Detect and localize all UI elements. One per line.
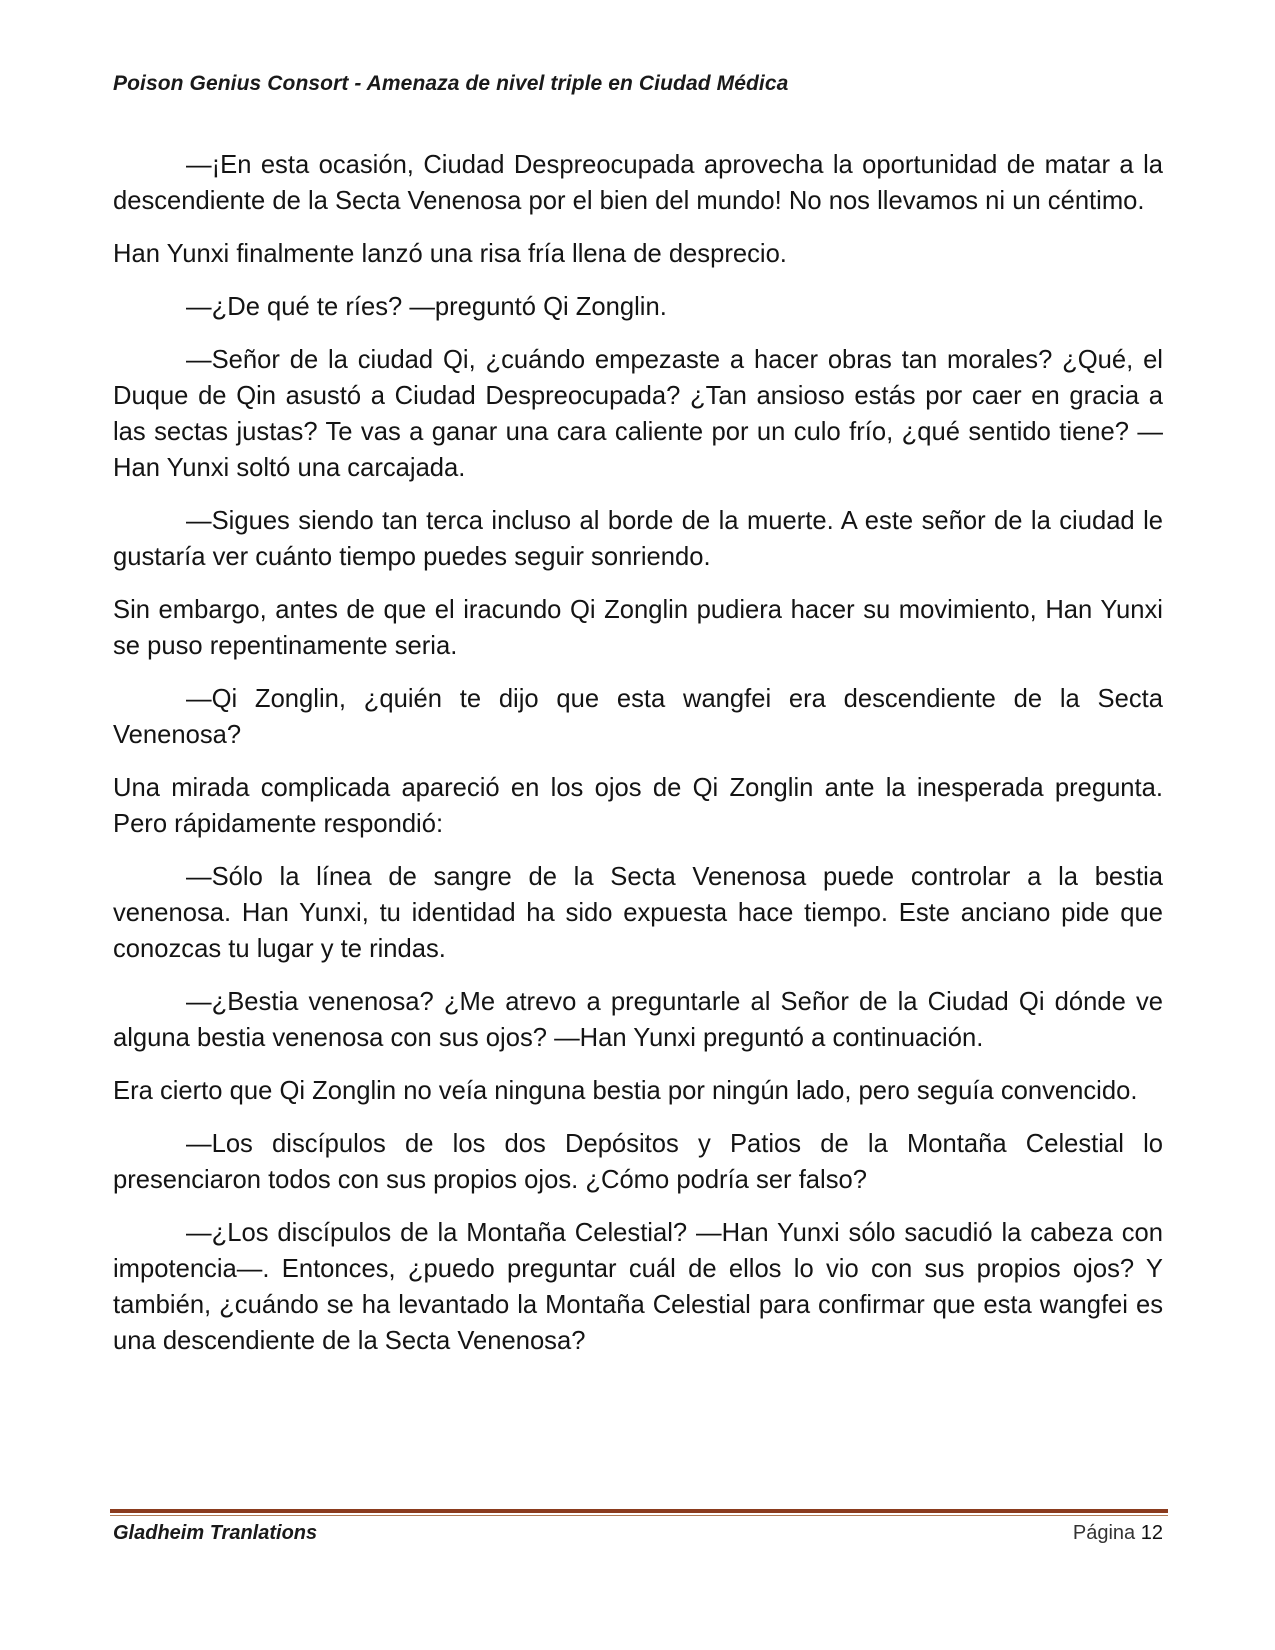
paragraph: —¿De qué te ríes? —preguntó Qi Zonglin. — [186, 293, 667, 321]
page-number-value: 12 — [1140, 1522, 1163, 1544]
footer-rule — [110, 1509, 1168, 1513]
paragraph: —Sigues siendo tan terca incluso al borde de la muerte. A este señor de la ciudad le gustaría ver cuánto tiempo puedes seguir sonriendo. — [113, 507, 1163, 571]
paragraph: —Señor de la ciudad Qi, ¿cuándo empezaste a hacer obras tan morales? ¿Qué, el Duque de Qin asustó a Ciudad Despreocupada? ¿Tan ansioso estás por caer en gracia a las sectas justas? Te vas a ganar una cara caliente por un culo frío, ¿qué sentido tiene? —Han Yunxi soltó una carcajada. — [113, 346, 1163, 482]
body-text — [113, 147, 1163, 1376]
running-header: Poison Genius Consort - Amenaza de nivel triple en Ciudad Médica — [113, 72, 789, 95]
paragraph: Una mirada complicada apareció en los ojos de Qi Zonglin ante la inesperada pregunta. Pero rápidamente respondió: — [113, 774, 1163, 838]
paragraph: —¿Bestia venenosa? ¿Me atrevo a preguntarle al Señor de la Ciudad Qi dónde ve alguna bestia venenosa con sus ojos? —Han Yunxi preguntó a continuación. — [113, 988, 1163, 1052]
paragraph: Sin embargo, antes de que el iracundo Qi Zonglin pudiera hacer su movimiento, Han Yunxi se puso repentinamente seria. — [113, 596, 1163, 660]
page-number — [1073, 1522, 1163, 1545]
paragraph: —¿Los discípulos de la Montaña Celestial? —Han Yunxi sólo sacudió la cabeza con impotencia—. Entonces, ¿puedo preguntar cuál de ellos lo vio con sus propios ojos? Y también, ¿cuándo se ha levantado la Montaña Celestial para confirmar que esta wangfei es una descendiente de la Secta Venenosa? — [113, 1219, 1163, 1355]
footer-rule-thin — [110, 1515, 1168, 1516]
paragraph: —Sólo la línea de sangre de la Secta Venenosa puede controlar a la bestia venenosa. Han Yunxi, tu identidad ha sido expuesta hace tiempo. Este anciano pide que conozcas tu lugar y te rindas. — [113, 863, 1163, 963]
page-label: Página — [1072, 1522, 1136, 1544]
paragraph: —Los discípulos de los dos Depósitos y Patios de la Montaña Celestial lo presenciaron todos con sus propios ojos. ¿Cómo podría ser falso? — [113, 1130, 1163, 1194]
paragraph: —¡En esta ocasión, Ciudad Despreocupada aprovecha la oportunidad de matar a la descendiente de la Secta Venenosa por el bien del mundo! No nos llevamos ni un céntimo. — [113, 151, 1163, 215]
footer-publisher: Gladheim Tranlations — [113, 1522, 318, 1544]
paragraph: Era cierto que Qi Zonglin no veía ninguna bestia por ningún lado, pero seguía convencido. — [113, 1077, 1138, 1105]
paragraph: —Qi Zonglin, ¿quién te dijo que esta wangfei era descendiente de la Secta Venenosa? — [113, 685, 1163, 749]
paragraph: Han Yunxi finalmente lanzó una risa fría llena de desprecio. — [113, 240, 787, 268]
